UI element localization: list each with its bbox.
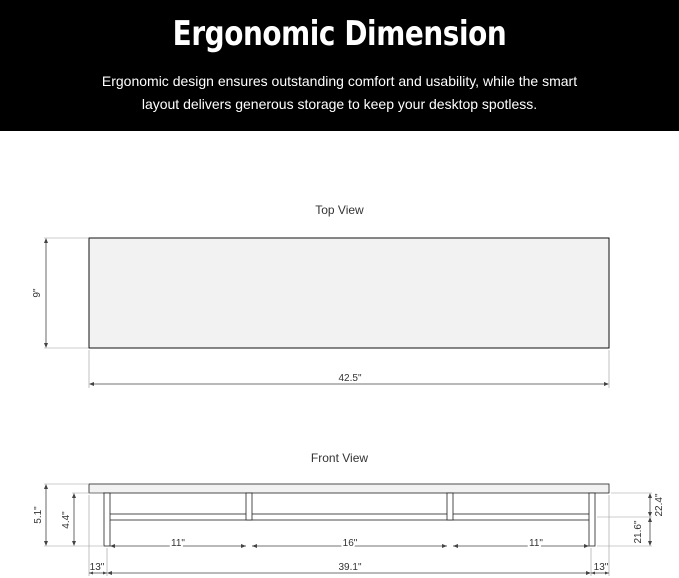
front-leg-right xyxy=(589,493,595,546)
front-right-lower-label: 21.6" xyxy=(633,520,644,544)
front-view-title: Front View xyxy=(310,451,369,465)
page-title: Ergonomic Dimension xyxy=(172,14,507,54)
front-bay-middle-label: 16" xyxy=(342,538,358,549)
front-leg-mid-right xyxy=(447,493,453,520)
front-top-board xyxy=(89,484,609,493)
page-subtitle: Ergonomic design ensures outstanding comfort and usability, while the smart layout delivers generous storage to keep your desktop spotless. xyxy=(101,73,578,112)
front-total-height-label: 5.1" xyxy=(33,506,44,524)
top-depth-label: 9" xyxy=(32,288,43,298)
top-view-title: Top View xyxy=(315,203,364,217)
front-lower-rail xyxy=(107,514,591,520)
front-offset-right-label: 13" xyxy=(593,562,609,573)
front-leg-mid-left xyxy=(246,493,252,520)
top-width-label: 42.5" xyxy=(338,373,362,384)
front-inner-length-label: 39.1" xyxy=(338,562,362,573)
front-bay-left-label: 11" xyxy=(171,538,185,549)
front-view xyxy=(89,484,609,546)
top-view-panel xyxy=(89,238,609,348)
front-right-upper-label: 22.4" xyxy=(654,493,665,517)
front-inner-height-label: 4.4" xyxy=(61,511,72,529)
front-offset-left-label: 13" xyxy=(89,562,105,573)
top-view xyxy=(44,238,609,388)
front-bay-right-label: 11" xyxy=(529,538,543,549)
front-leg-left xyxy=(104,493,110,546)
